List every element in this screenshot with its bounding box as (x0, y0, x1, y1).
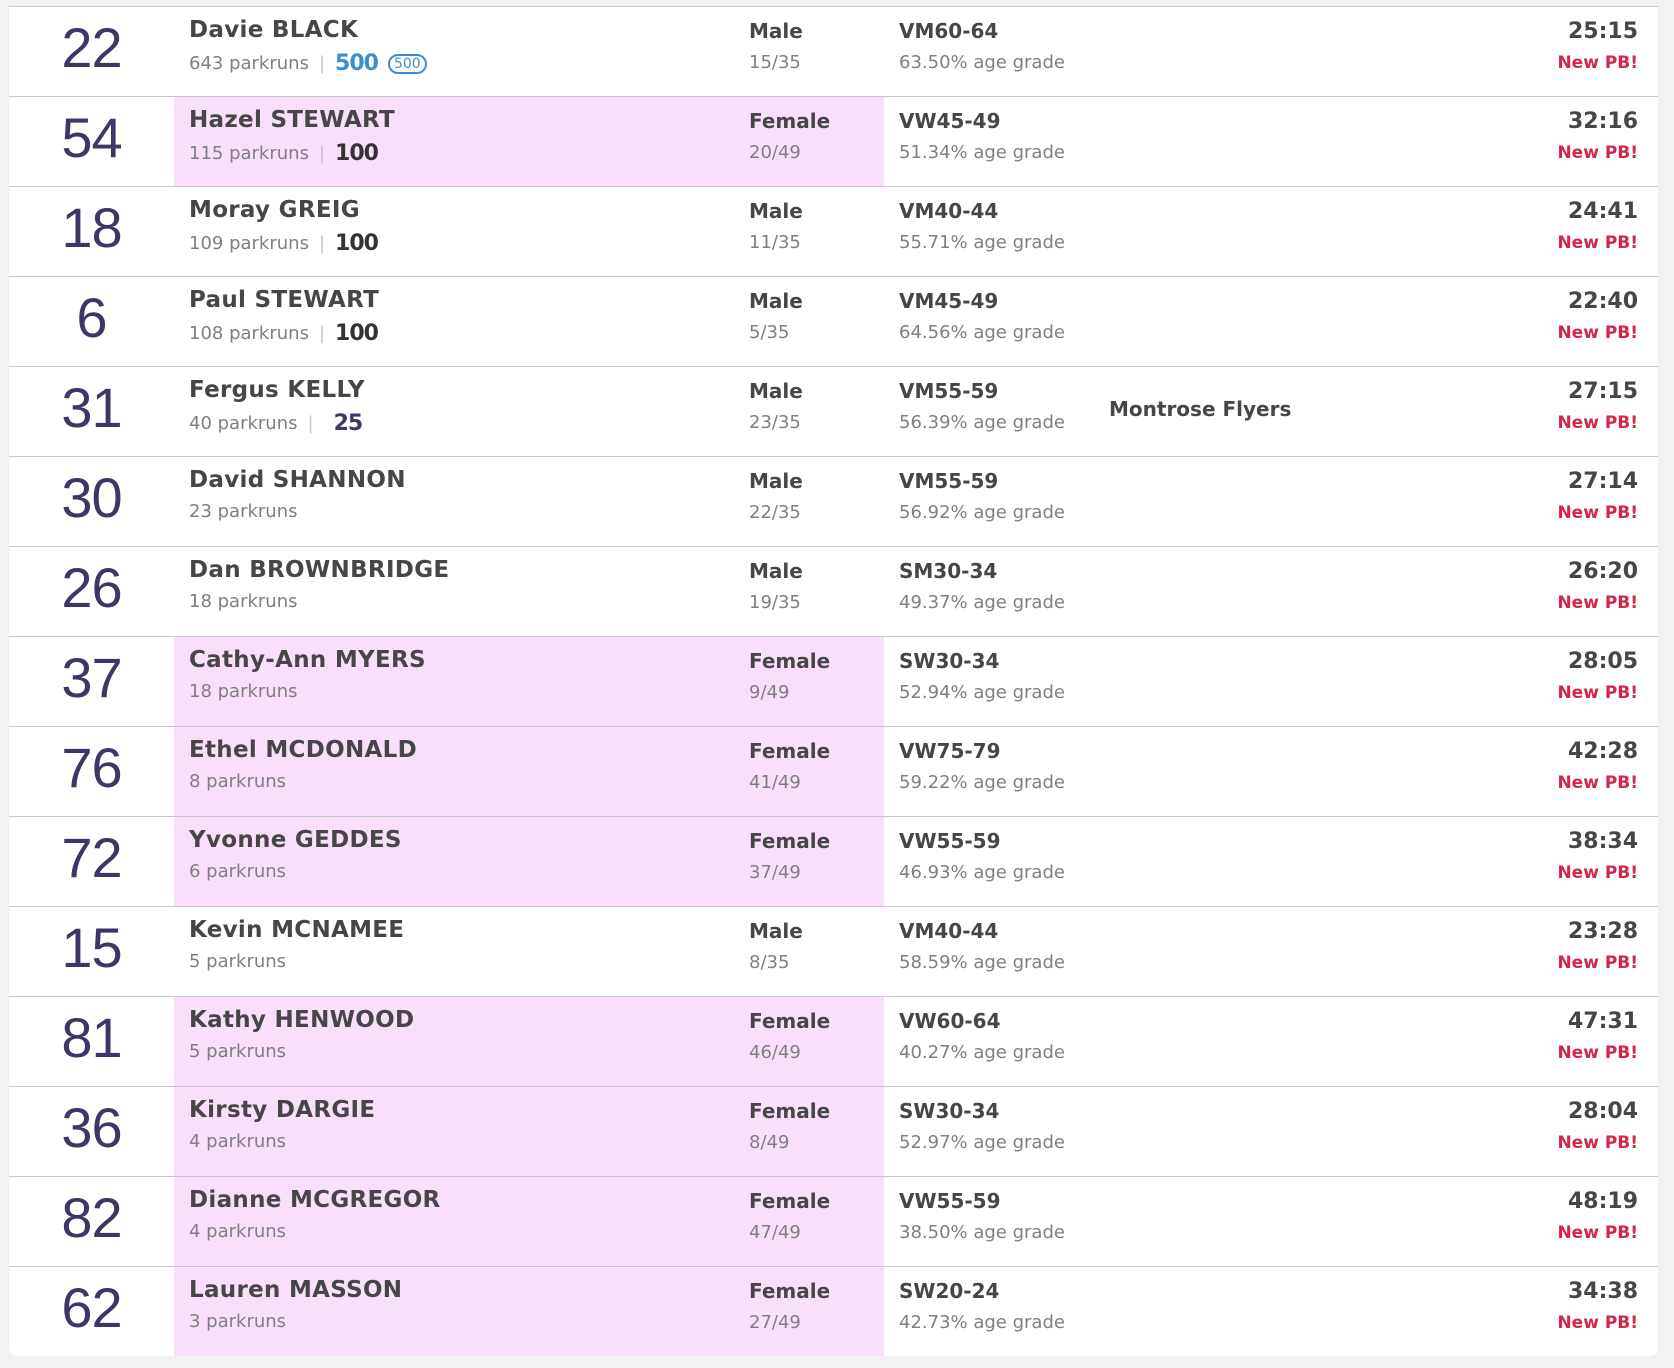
finish-position: 37 (61, 646, 122, 709)
finish-time: 47:31 (1567, 1009, 1638, 1034)
runner-name-link[interactable]: Yvonne GEDDES (189, 827, 402, 853)
gender: Female (749, 109, 831, 133)
runner-parkrun-count (189, 951, 286, 972)
result-row (9, 726, 1658, 816)
gender-position: 19/35 (749, 592, 801, 613)
age-category-link[interactable]: VM55-59 (899, 379, 999, 403)
result-row (9, 456, 1658, 546)
age-category-link[interactable]: SW20-24 (899, 1279, 1000, 1303)
gender-position: 22/35 (749, 502, 801, 523)
gender: Female (749, 1009, 831, 1033)
runner-name-link[interactable]: Dianne MCGREGOR (189, 1187, 441, 1213)
age-grade: 40.27% age grade (899, 1042, 1065, 1063)
runner-parkrun-count (189, 231, 378, 256)
gender: Male (749, 469, 803, 493)
age-category-link[interactable]: VW55-59 (899, 1189, 1001, 1213)
gender-position: 8/49 (749, 1132, 790, 1153)
new-pb-badge: New PB! (1557, 323, 1638, 343)
gender: Female (749, 739, 831, 763)
runner-name-link[interactable]: Fergus KELLY (189, 377, 365, 403)
result-row (9, 906, 1658, 996)
finish-position: 30 (61, 466, 122, 529)
runner-name-link[interactable]: Hazel STEWART (189, 107, 396, 133)
result-row (9, 996, 1658, 1086)
milestone-100-icon: 100 (335, 141, 378, 166)
new-pb-badge: New PB! (1557, 413, 1638, 433)
finish-time: 28:04 (1567, 1099, 1638, 1124)
age-category-link[interactable]: VM40-44 (899, 919, 999, 943)
result-row (9, 366, 1658, 456)
runner-name-link[interactable]: Dan BROWNBRIDGE (189, 557, 450, 583)
finish-time: 34:38 (1567, 1279, 1638, 1304)
result-row (9, 1176, 1658, 1266)
finish-time: 38:34 (1567, 829, 1638, 854)
gender-position: 5/35 (749, 322, 790, 343)
separator: | (307, 413, 314, 434)
milestone-500-icon: 500 (335, 51, 378, 76)
separator: | (318, 53, 326, 74)
parkrun-count: 3 parkruns (189, 1311, 287, 1332)
runner-parkrun-count (189, 501, 298, 522)
age-category-link[interactable]: VM40-44 (899, 199, 999, 223)
runner-name-link[interactable]: Lauren MASSON (189, 1277, 403, 1303)
gender-position: 20/49 (749, 142, 801, 163)
gender: Male (749, 199, 803, 223)
new-pb-badge: New PB! (1557, 953, 1638, 973)
finish-time: 28:05 (1567, 649, 1638, 674)
gender: Female (749, 1189, 831, 1213)
runner-name-link[interactable]: Kathy HENWOOD (189, 1007, 415, 1033)
finish-time: 26:20 (1567, 559, 1638, 584)
gender-position: 8/35 (749, 952, 790, 973)
new-pb-badge: New PB! (1557, 503, 1638, 523)
new-pb-badge: New PB! (1557, 593, 1638, 613)
milestone-100-icon: 100 (335, 321, 378, 346)
finish-time: 24:41 (1567, 199, 1638, 224)
finish-position: 82 (61, 1186, 122, 1249)
gender-position: 27/49 (749, 1312, 801, 1333)
age-category-link[interactable]: SM30-34 (899, 559, 998, 583)
result-row (9, 1266, 1658, 1356)
gender-position: 41/49 (749, 772, 801, 793)
runner-parkrun-count (189, 861, 286, 882)
runner-parkrun-count (189, 1311, 286, 1332)
result-row (9, 276, 1658, 366)
gender: Male (749, 559, 803, 583)
finish-time: 23:28 (1567, 919, 1638, 944)
new-pb-badge: New PB! (1557, 863, 1638, 883)
cloud-500-volunteer-icon: 500 (388, 54, 427, 74)
gender-position: 47/49 (749, 1222, 801, 1243)
runner-name-link[interactable]: Davie BLACK (189, 17, 359, 43)
gender-position: 23/35 (749, 412, 801, 433)
finish-position: 6 (76, 286, 107, 349)
age-category-link[interactable]: VW60-64 (899, 1009, 1001, 1033)
new-pb-badge: New PB! (1557, 1223, 1638, 1243)
age-grade: 38.50% age grade (899, 1222, 1065, 1243)
finish-position: 22 (61, 16, 122, 79)
finish-position: 54 (61, 106, 122, 169)
parkrun-count: 115 parkruns (189, 143, 309, 164)
finish-time: 27:15 (1567, 379, 1638, 404)
gender: Male (749, 289, 803, 313)
parkrun-count: 23 parkruns (189, 501, 298, 522)
result-row (9, 816, 1658, 906)
finish-time: 25:15 (1567, 19, 1638, 44)
parkrun-count: 643 parkruns (189, 53, 309, 74)
parkrun-count: 6 parkruns (189, 861, 287, 882)
finish-time: 48:19 (1567, 1189, 1638, 1214)
gender-position: 9/49 (749, 682, 790, 703)
runner-parkrun-count (189, 1131, 286, 1152)
age-category-link[interactable]: SW30-34 (899, 1099, 1000, 1123)
finish-position: 26 (61, 556, 122, 619)
result-row (9, 546, 1658, 636)
age-grade: 56.39% age grade (899, 412, 1065, 433)
finish-time: 42:28 (1567, 739, 1638, 764)
gender: Female (749, 1279, 831, 1303)
age-category-link[interactable]: VM60-64 (899, 19, 999, 43)
age-grade: 56.92% age grade (899, 502, 1065, 523)
parkrun-count: 8 parkruns (189, 771, 287, 792)
runner-parkrun-count (189, 51, 427, 76)
finish-time: 27:14 (1567, 469, 1638, 494)
runner-name-link[interactable]: Paul STEWART (189, 287, 380, 313)
runner-name-link[interactable]: Kirsty DARGIE (189, 1097, 376, 1123)
parkrun-count: 40 parkruns (189, 413, 298, 434)
new-pb-badge: New PB! (1557, 143, 1638, 163)
finish-position: 72 (61, 826, 122, 889)
finish-position: 62 (61, 1276, 122, 1339)
runner-name-link[interactable]: Cathy-Ann MYERS (189, 647, 426, 673)
result-row (9, 636, 1658, 726)
parkrun-count: 108 parkruns (189, 323, 309, 344)
age-grade: 52.97% age grade (899, 1132, 1065, 1153)
age-grade: 64.56% age grade (899, 322, 1065, 343)
parkrun-count: 18 parkruns (189, 681, 298, 702)
age-category-link[interactable]: VM55-59 (899, 469, 999, 493)
runner-name-link[interactable]: Moray GREIG (189, 197, 360, 223)
new-pb-badge: New PB! (1557, 1313, 1638, 1333)
new-pb-badge: New PB! (1557, 53, 1638, 73)
age-grade: 49.37% age grade (899, 592, 1065, 613)
age-category-link[interactable]: SW30-34 (899, 649, 1000, 673)
results-table (9, 6, 1658, 1356)
result-row (9, 1086, 1658, 1176)
age-grade: 55.71% age grade (899, 232, 1065, 253)
age-grade: 59.22% age grade (899, 772, 1065, 793)
runner-parkrun-count (189, 321, 378, 346)
runner-parkrun-count (189, 681, 298, 702)
finish-position: 31 (61, 376, 122, 439)
age-category-link[interactable]: VM45-49 (899, 289, 999, 313)
age-grade: 42.73% age grade (899, 1312, 1065, 1333)
finish-time: 32:16 (1567, 109, 1638, 134)
parkrun-count: 18 parkruns (189, 591, 298, 612)
new-pb-badge: New PB! (1557, 683, 1638, 703)
runner-parkrun-count (189, 771, 286, 792)
separator: | (318, 143, 326, 164)
gender-position: 15/35 (749, 52, 801, 73)
milestone-100-icon: 100 (335, 231, 378, 256)
result-row (9, 96, 1658, 186)
parkrun-count: 4 parkruns (189, 1221, 287, 1242)
separator: | (318, 233, 326, 254)
new-pb-badge: New PB! (1557, 1043, 1638, 1063)
gender-position: 46/49 (749, 1042, 801, 1063)
age-grade: 63.50% age grade (899, 52, 1065, 73)
result-row (9, 6, 1658, 96)
runner-parkrun-count (189, 141, 378, 166)
age-grade: 51.34% age grade (899, 142, 1065, 163)
age-category-link[interactable]: VW75-79 (899, 739, 1001, 763)
milestone-25-icon: 25 (333, 411, 363, 436)
finish-position: 81 (61, 1006, 122, 1069)
finish-time: 22:40 (1567, 289, 1638, 314)
runner-name-link[interactable]: Kevin MCNAMEE (189, 917, 405, 943)
result-row (9, 186, 1658, 276)
finish-position: 76 (61, 736, 122, 799)
new-pb-badge: New PB! (1557, 773, 1638, 793)
parkrun-count: 4 parkruns (189, 1131, 287, 1152)
gender-position: 37/49 (749, 862, 801, 883)
gender: Male (749, 19, 803, 43)
parkrun-count: 109 parkruns (189, 233, 309, 254)
runner-parkrun-count (189, 411, 362, 436)
gender: Female (749, 1099, 831, 1123)
runner-parkrun-count (189, 1041, 286, 1062)
gender: Female (749, 649, 831, 673)
gender-position: 11/35 (749, 232, 801, 253)
parkrun-count: 5 parkruns (189, 1041, 287, 1062)
gender: Male (749, 919, 803, 943)
age-grade: 52.94% age grade (899, 682, 1065, 703)
gender: Male (749, 379, 803, 403)
age-category-link[interactable]: VW55-59 (899, 829, 1001, 853)
age-category-link[interactable]: VW45-49 (899, 109, 1001, 133)
finish-position: 15 (61, 916, 122, 979)
runner-name-link[interactable]: Ethel MCDONALD (189, 737, 417, 763)
new-pb-badge: New PB! (1557, 1133, 1638, 1153)
club-link[interactable]: Montrose Flyers (1109, 397, 1292, 421)
runner-parkrun-count (189, 591, 298, 612)
age-grade: 58.59% age grade (899, 952, 1065, 973)
gender: Female (749, 829, 831, 853)
separator: | (318, 323, 326, 344)
age-grade: 46.93% age grade (899, 862, 1065, 883)
new-pb-badge: New PB! (1557, 233, 1638, 253)
finish-position: 36 (61, 1096, 122, 1159)
parkrun-count: 5 parkruns (189, 951, 287, 972)
runner-name-link[interactable]: David SHANNON (189, 467, 406, 493)
finish-position: 18 (61, 196, 122, 259)
runner-parkrun-count (189, 1221, 286, 1242)
